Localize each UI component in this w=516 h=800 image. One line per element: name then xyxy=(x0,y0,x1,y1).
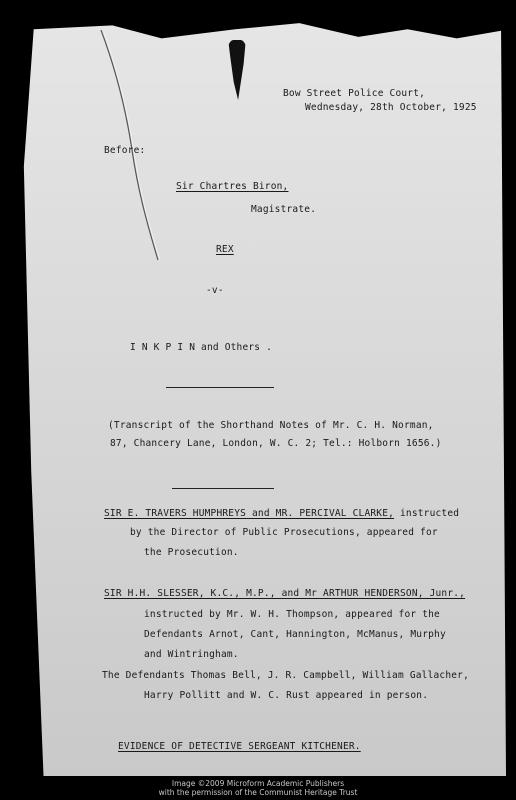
hearing-date: Wednesday, 28th October, 1925 xyxy=(305,102,477,113)
versus-label: -v- xyxy=(206,285,224,296)
in-person-line-2: Harry Pollitt and W. C. Rust appeared in person. xyxy=(144,690,429,701)
prosecution-line-2: by the Director of Public Prosecutions, appeared for xyxy=(130,527,438,538)
separator-rule xyxy=(172,488,274,489)
rex-heading: REX xyxy=(216,244,234,255)
prosecution-counsel: SIR E. TRAVERS HUMPHREYS and MR. PERCIVAL CLARKE, xyxy=(104,508,395,519)
document-page xyxy=(14,14,506,776)
before-label: Before: xyxy=(104,145,146,156)
copyright-footer xyxy=(0,779,516,797)
magistrate-name: Sir Chartres Biron, xyxy=(176,181,289,192)
footer-line-1: Image ©2009 Microform Academic Publishers xyxy=(171,779,345,788)
court-name: Bow Street Police Court, xyxy=(283,88,426,99)
in-person-line-1: The Defendants Thomas Bell, J. R. Campbell, William Gallacher, xyxy=(102,670,470,681)
transcript-line-2: 87, Chancery Lane, London, W. C. 2; Tel.: Holborn 1656.) xyxy=(110,438,442,449)
defence-line-2: instructed by Mr. W. H. Thompson, appeared for the xyxy=(144,609,440,620)
footer-line-2: with the permission of the Communist Heritage Trust xyxy=(158,788,358,797)
defence-counsel: SIR H.H. SLESSER, K.C., M.P., and Mr ARTHUR HENDERSON, Junr., xyxy=(104,588,466,599)
prosecution-line-3: the Prosecution. xyxy=(144,547,239,558)
defendants-title: I N K P I N and Others . xyxy=(130,342,273,353)
prosecution-instructed: instructed xyxy=(394,508,460,519)
prosecution-line-1 xyxy=(104,508,459,520)
defence-line-4: and Wintringham. xyxy=(144,649,239,660)
defence-line-3: Defendants Arnot, Cant, Hannington, McManus, Murphy xyxy=(144,629,446,640)
separator-rule xyxy=(166,387,274,388)
magistrate-title: Magistrate. xyxy=(251,204,317,215)
transcript-line-1: (Transcript of the Shorthand Notes of Mr. C. H. Norman, xyxy=(108,420,434,431)
evidence-heading: EVIDENCE OF DETECTIVE SERGEANT KITCHENER. xyxy=(118,741,361,752)
